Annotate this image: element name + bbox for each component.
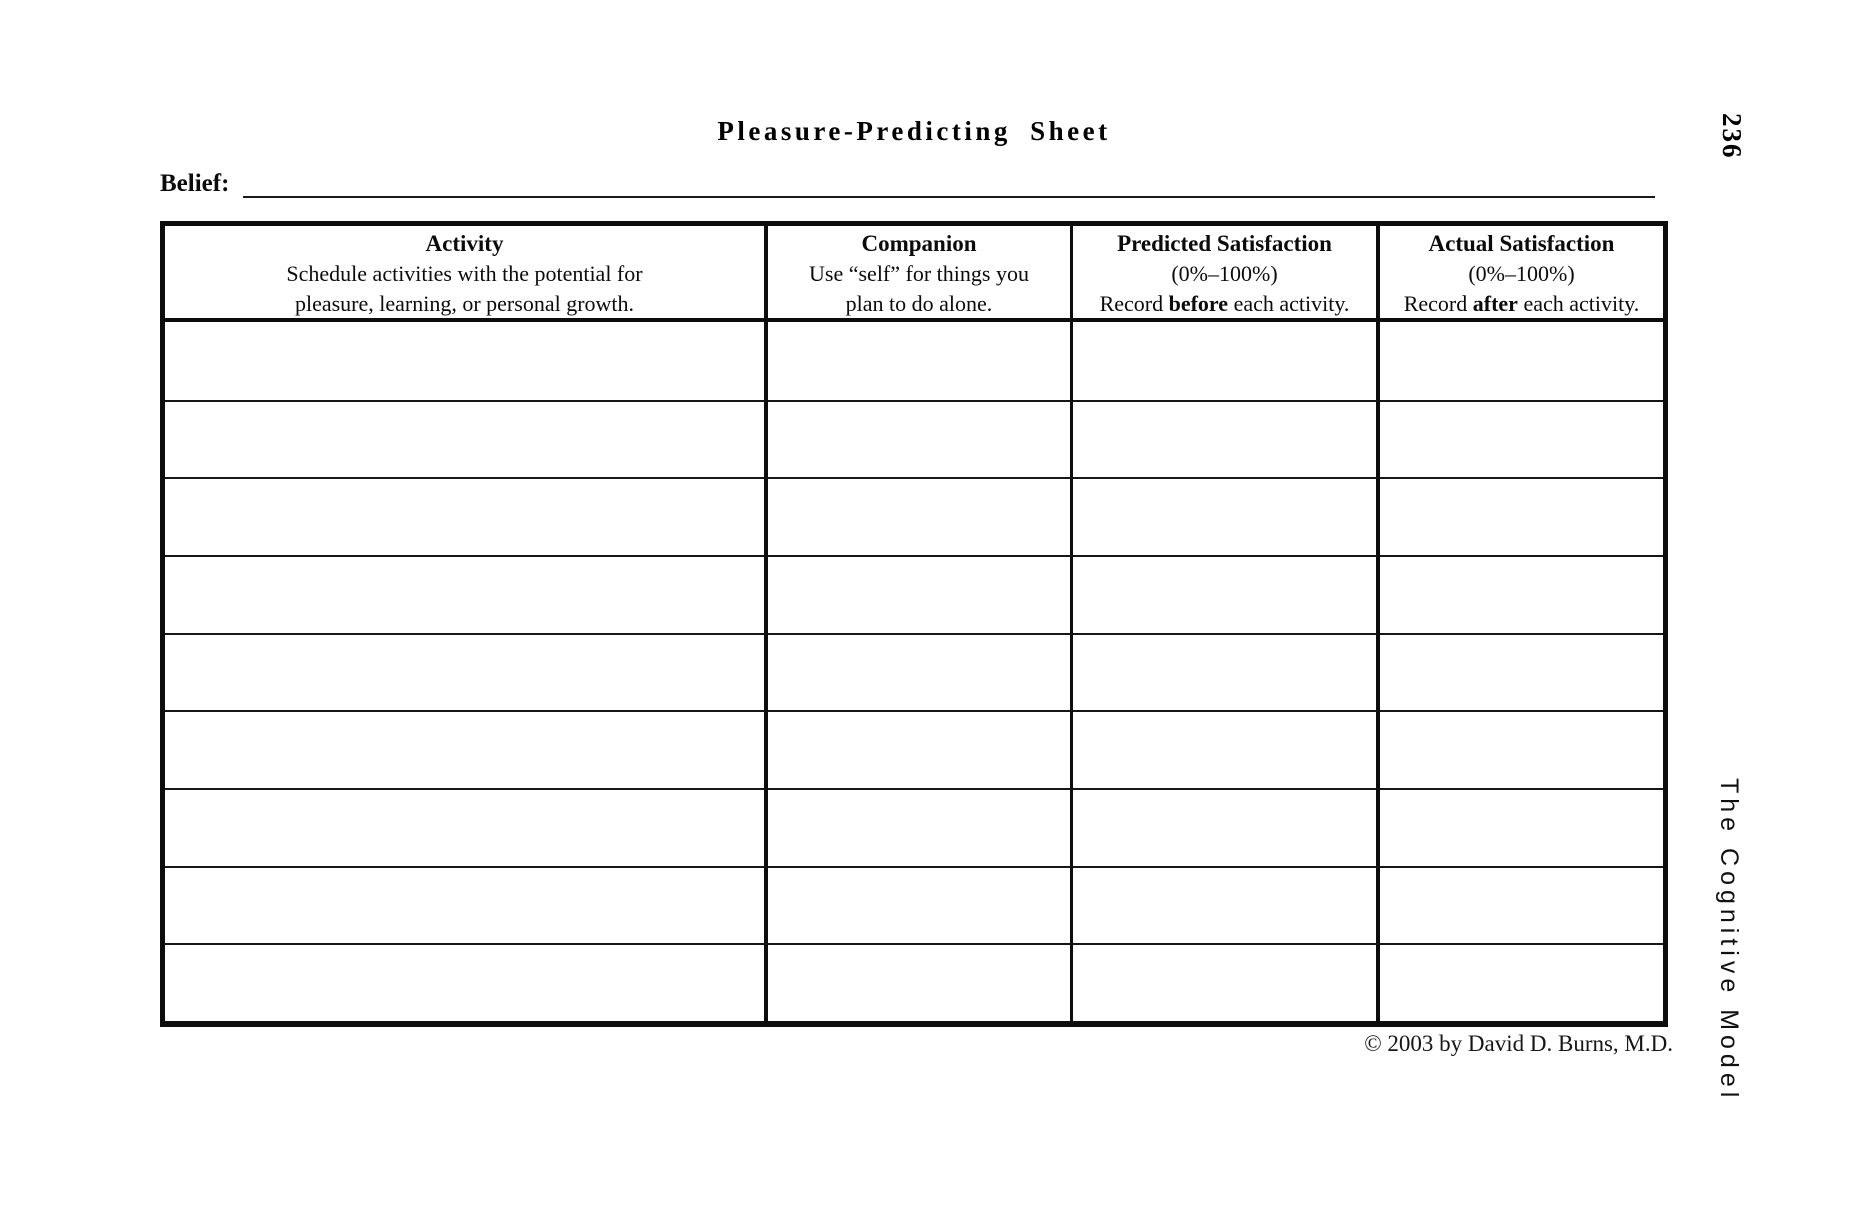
column-title: Predicted Satisfaction [1117,231,1332,256]
table-cell-r8-c1[interactable] [165,866,768,944]
book-section-label: The Cognitive Model [1715,778,1743,1103]
page-title: Pleasure-Predicting Sheet [717,116,1111,146]
table-cell-r2-c3[interactable] [1073,400,1380,478]
column-range: (0%–100%) [1171,261,1278,286]
table-cell-r7-c1[interactable] [165,788,768,866]
table-cell-r6-c3[interactable] [1073,710,1380,788]
table-cell-r8-c2[interactable] [768,866,1073,944]
table-cell-r2-c4[interactable] [1380,400,1663,478]
table-cell-r2-c2[interactable] [768,400,1073,478]
copyright-notice: © 2003 by David D. Burns, M.D. [1364,1031,1673,1056]
table-cell-r8-c4[interactable] [1380,866,1663,944]
belief-input-line[interactable] [243,170,1655,198]
column-range: (0%–100%) [1468,261,1575,286]
table-cell-r9-c2[interactable] [768,943,1073,1021]
table-cell-r9-c3[interactable] [1073,943,1380,1021]
column-desc-line [1073,289,1376,319]
column-title: Companion [861,231,977,256]
table-cell-r7-c4[interactable] [1380,788,1663,866]
belief-label: Belief: [160,170,230,197]
column-header-companion [768,226,1073,319]
desc-suffix: each activity. [1517,291,1640,316]
table-cell-r9-c4[interactable] [1380,943,1663,1021]
table-cell-r3-c2[interactable] [768,477,1073,555]
table-cell-r1-c2[interactable] [768,322,1073,400]
table-cell-r5-c4[interactable] [1380,633,1663,711]
table-cell-r3-c1[interactable] [165,477,768,555]
desc-bold-word: before [1168,291,1229,316]
table-cell-r4-c1[interactable] [165,555,768,633]
column-desc-line: Use “self” for things you [809,261,1029,286]
table-cell-r3-c4[interactable] [1380,477,1663,555]
column-header-actual-satisfaction [1380,226,1663,319]
desc-prefix: Record [1403,291,1473,316]
table-cell-r4-c3[interactable] [1073,555,1380,633]
table-cell-r6-c2[interactable] [768,710,1073,788]
page-number: 236 [1717,113,1747,160]
table-cell-r5-c3[interactable] [1073,633,1380,711]
table-cell-r7-c2[interactable] [768,788,1073,866]
table-cell-r5-c1[interactable] [165,633,768,711]
pleasure-predicting-table [160,221,1668,1027]
table-body [165,322,1663,1021]
table-cell-r7-c3[interactable] [1073,788,1380,866]
column-title: Actual Satisfaction [1428,231,1615,256]
table-cell-r6-c4[interactable] [1380,710,1663,788]
table-cell-r5-c2[interactable] [768,633,1073,711]
table-cell-r4-c2[interactable] [768,555,1073,633]
table-cell-r1-c1[interactable] [165,322,768,400]
table-cell-r1-c3[interactable] [1073,322,1380,400]
column-desc-line [1380,289,1663,319]
column-header-activity [165,226,768,319]
table-cell-r1-c4[interactable] [1380,322,1663,400]
table-cell-r8-c3[interactable] [1073,866,1380,944]
column-header-predicted-satisfaction [1073,226,1380,319]
table-cell-r2-c1[interactable] [165,400,768,478]
column-desc-line: plan to do alone. [845,291,993,316]
column-desc-line: pleasure, learning, or personal growth. [294,291,635,316]
desc-suffix: each activity. [1228,291,1350,316]
table-header-row [165,226,1663,322]
table-cell-r4-c4[interactable] [1380,555,1663,633]
belief-row [160,170,1655,198]
desc-bold-word: after [1472,291,1518,316]
column-title: Activity [425,231,504,256]
table-cell-r6-c1[interactable] [165,710,768,788]
desc-prefix: Record [1099,291,1169,316]
table-cell-r9-c1[interactable] [165,943,768,1021]
column-desc-line: Schedule activities with the potential for [286,261,643,286]
table-cell-r3-c3[interactable] [1073,477,1380,555]
